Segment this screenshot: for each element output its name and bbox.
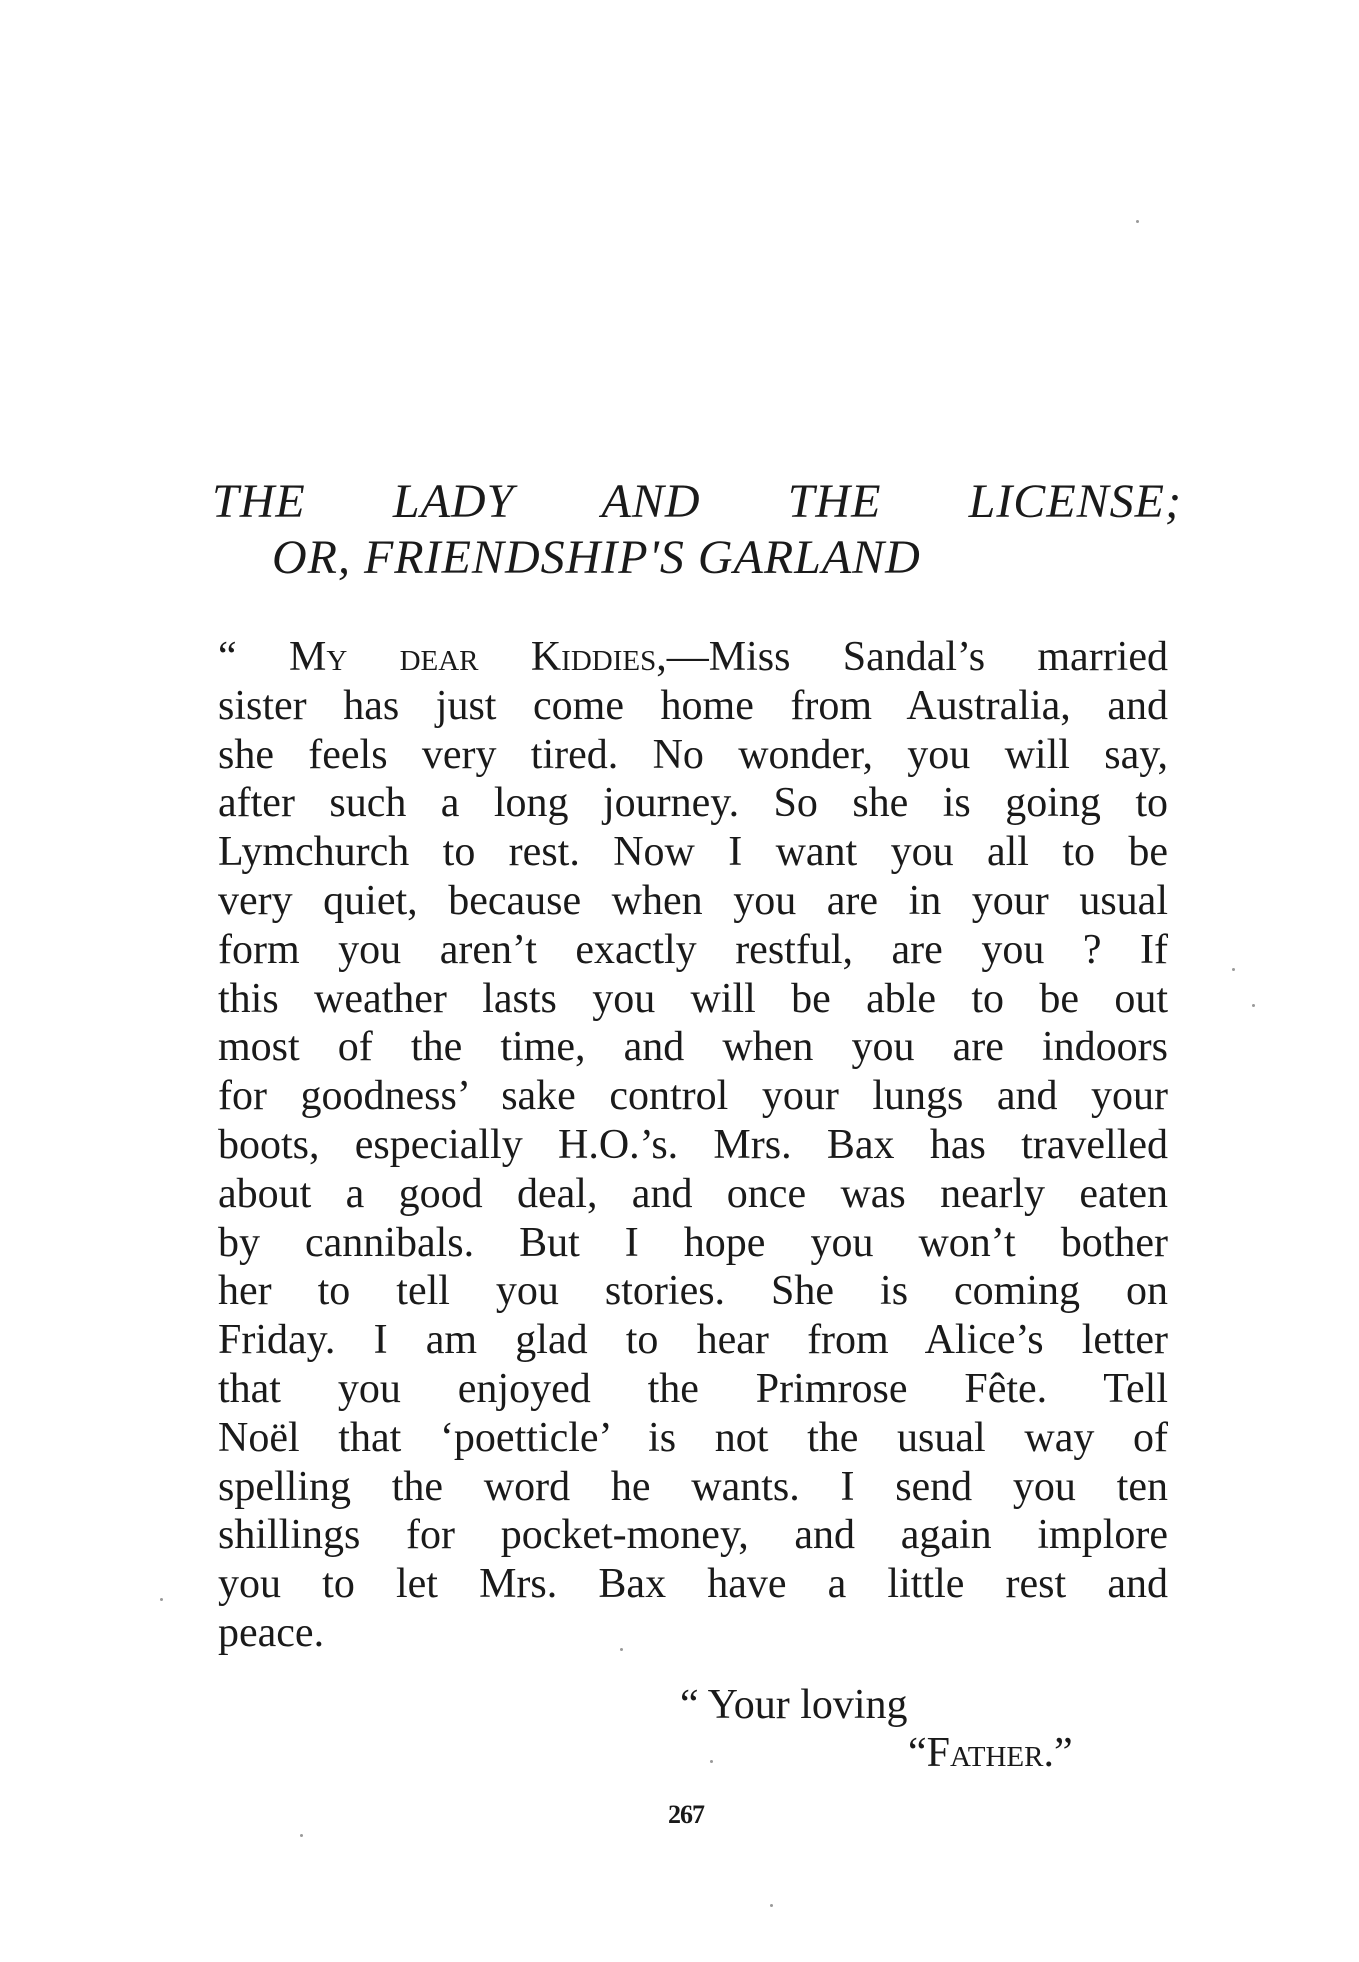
- letter-line: Friday. I am glad to hear from Alice’s letter: [218, 1317, 1168, 1364]
- letter-line: form you aren’t exactly restful, are you ? If: [218, 926, 1168, 973]
- print-speck: [620, 1648, 623, 1651]
- letter-line: peace.: [218, 1609, 325, 1656]
- letter-line: sister has just come home from Australia, and: [218, 682, 1168, 729]
- title-word: LICENSE;: [968, 475, 1182, 528]
- print-speck: [770, 1904, 773, 1907]
- letter-line: her to tell you stories. She is coming on: [218, 1268, 1168, 1315]
- letter-signature: [908, 1728, 1073, 1778]
- letter-line: this weather lasts you will be able to be out: [218, 975, 1168, 1022]
- letter-line: you to let Mrs. Bax have a little rest and: [218, 1561, 1168, 1608]
- letter-line: shillings for pocket-money, and again implore: [218, 1512, 1168, 1559]
- letter-line: most of the time, and when you are indoors: [218, 1024, 1168, 1071]
- letter-line: by cannibals. But I hope you won’t bother: [218, 1219, 1168, 1266]
- chapter-title-line-1: [212, 472, 1182, 532]
- title-word: THE: [212, 475, 306, 528]
- print-speck: [710, 1760, 713, 1763]
- print-speck: [1136, 220, 1139, 223]
- letter-line: boots, especially H.O.’s. Mrs. Bax has travelled: [218, 1121, 1168, 1168]
- salutation: My dear Kiddies,: [288, 634, 667, 680]
- chapter-title-line-2: OR, FRIENDSHIP'S GARLAND: [272, 531, 921, 584]
- letter-line: Lymchurch to rest. Now I want you all to be: [218, 829, 1168, 876]
- letter-line: she feels very tired. No wonder, you will say,: [218, 731, 1168, 778]
- print-speck: [300, 1834, 303, 1837]
- print-speck: [160, 1598, 163, 1601]
- letter-line: that you enjoyed the Primrose Fête. Tell: [218, 1365, 1168, 1412]
- print-speck: [1232, 968, 1235, 971]
- letter-line: very quiet, because when you are in your usual: [218, 877, 1168, 924]
- letter-line: after such a long journey. So she is going to: [218, 780, 1168, 827]
- letter-line: about a good deal, and once was nearly eaten: [218, 1170, 1168, 1217]
- title-word: THE: [787, 475, 882, 528]
- print-speck: [1252, 1004, 1255, 1007]
- letter-closing: “ Your loving: [680, 1682, 908, 1728]
- letter-line: Noël that ‘poetticle’ is not the usual way of: [218, 1414, 1168, 1461]
- title-word: LADY: [392, 475, 515, 528]
- salutation-open: “: [218, 634, 289, 680]
- signature-name: Father.: [926, 1730, 1054, 1776]
- page-number: 267: [668, 1800, 704, 1829]
- signature-close-quote: ”: [1053, 1730, 1073, 1776]
- letter-line: for goodness’ sake control your lungs and your: [218, 1073, 1168, 1120]
- letter-line: [218, 633, 1168, 682]
- letter-line: spelling the word he wants. I send you ten: [218, 1463, 1168, 1510]
- title-word: AND: [601, 475, 701, 528]
- letter-body: [218, 633, 1168, 1658]
- letter-line-text: —Miss Sandal’s married: [666, 634, 1168, 680]
- signature-open-quote: “: [908, 1730, 927, 1776]
